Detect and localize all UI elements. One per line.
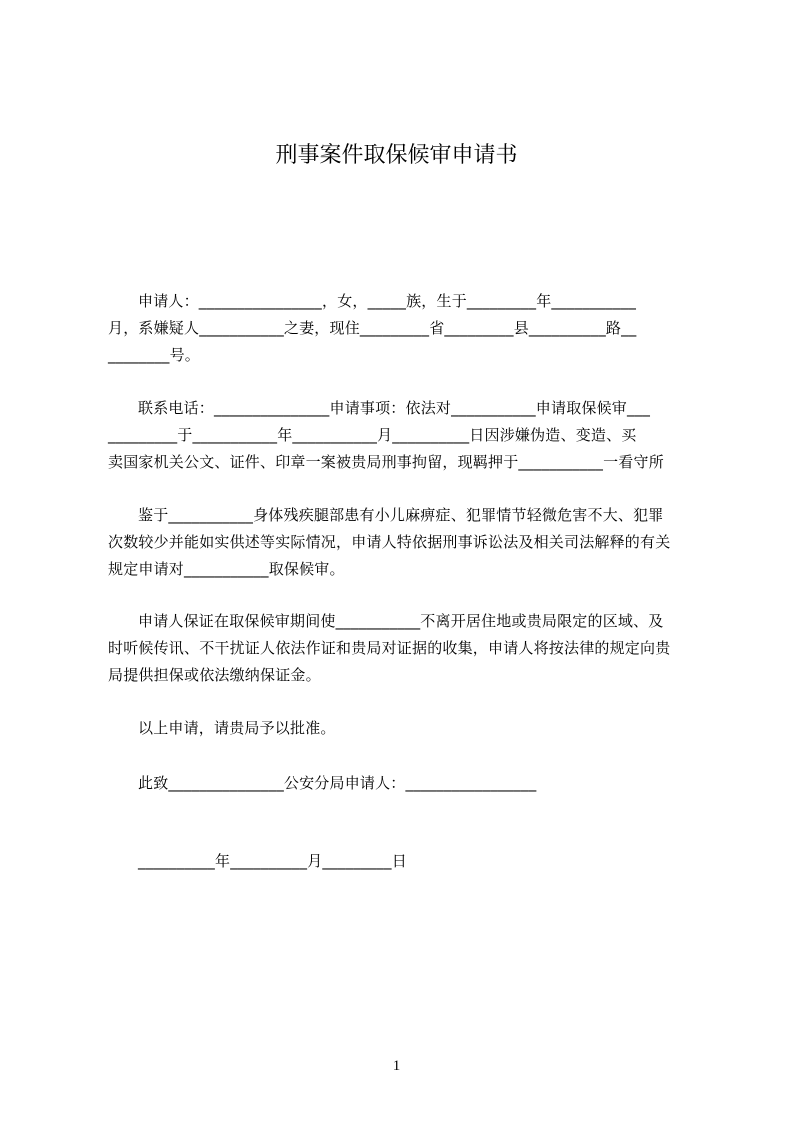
paragraph-line: 月，系嫌疑人___________之妻，现住_________省_________县__________路__ [108, 319, 637, 337]
paragraph-line: 时听候传讯、不干扰证人依法作证和贵局对证据的收集，申请人将按法律的规定向贵 [108, 639, 671, 657]
paragraph-line: 规定申请对___________取保候审。 [108, 560, 345, 578]
paragraph-line: 联系电话：_______________申请事项：依法对___________申请取保候审___ [138, 399, 651, 417]
paragraph-line: ________号。 [108, 346, 201, 364]
closing-line: 此致_______________公安分局申请人：_________________ [138, 774, 537, 792]
paragraph-request-approval: 以上申请，请贵局予以批准。 [138, 719, 336, 737]
paragraph-line: 局提供担保或依法缴纳保证金。 [108, 666, 321, 684]
page-number: 1 [392, 1058, 401, 1074]
document-title: 刑事案件取保候审申请书 [275, 143, 518, 168]
paragraph-line: 次数较少并能如实供述等实际情况，申请人特依据刑事诉讼法及相关司法解释的有关 [108, 533, 671, 551]
paragraph-line: 鉴于___________身体残疾腿部患有小儿麻痹症、犯罪情节轻微危害不大、犯罪 [138, 506, 664, 524]
date-line: __________年__________月_________日 [138, 852, 407, 870]
paragraph-line: 申请人保证在取保候审期间使___________不离开居住地或贵局限定的区域、及 [138, 612, 664, 630]
paragraph-line: 卖国家机关公文、证件、印章一案被贵局刑事拘留，现羁押于___________一看守所 [108, 453, 664, 471]
paragraph-line: _________于___________年___________月__________日因涉嫌伪造、变造、买 [108, 426, 637, 444]
paragraph-line: 申请人：________________，女，_____族，生于_________年___________ [138, 292, 637, 310]
